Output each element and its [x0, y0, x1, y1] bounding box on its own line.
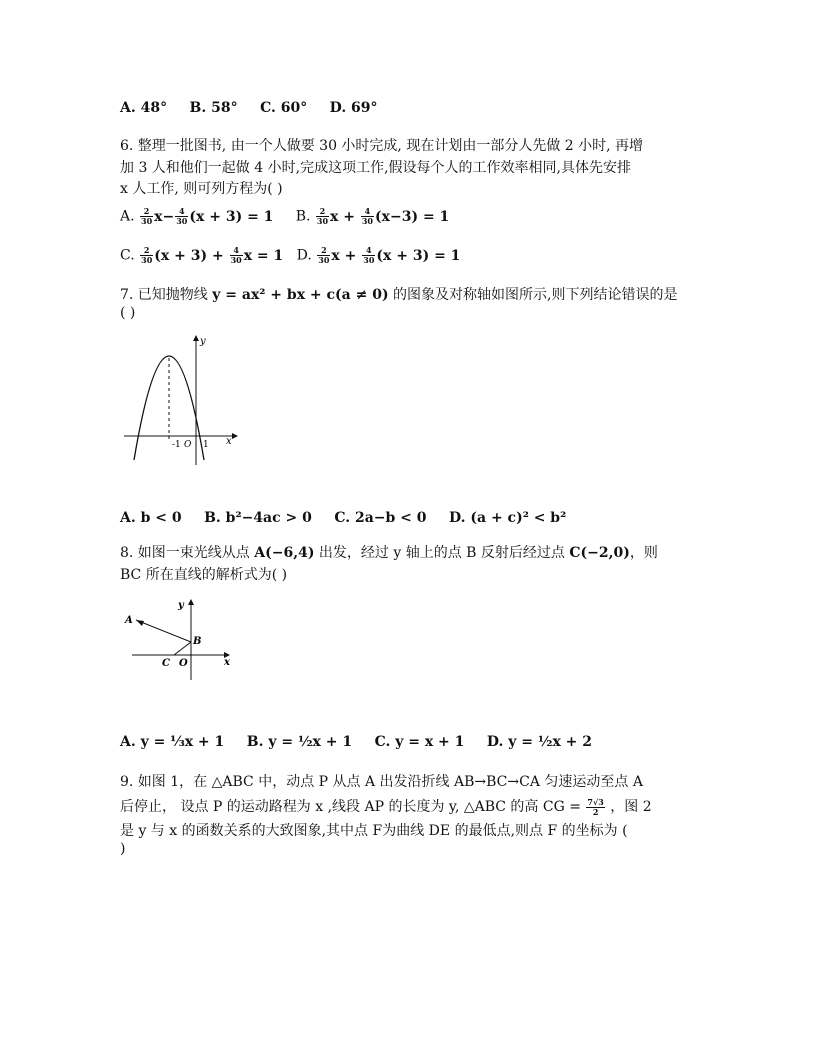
q9-cg-denominator: 2 [592, 806, 599, 817]
q9-cg-fraction [586, 798, 604, 817]
q8-option-d: D. y = ½x + 2 [486, 734, 593, 750]
q9-line2 [120, 796, 652, 817]
q8-label-x: x [224, 657, 230, 668]
q7-text-pre: 7. 已知抛物线 [120, 287, 213, 303]
q8-text-mid: 出发，经过 y 轴上的点 B 反射后经过点 [314, 545, 570, 561]
q7-line1 [120, 284, 678, 304]
q7-label-o: O [184, 440, 192, 450]
q6-option-c-eq: $\frac{2}{30}$ (x + 3) + $\frac{4}{30}$ x = 1 [141, 245, 284, 265]
q8-label-a: A [125, 615, 133, 626]
q8-ray-arrow-icon [136, 620, 144, 626]
q9-line4: ) [120, 841, 126, 857]
q5-option-b: B. 58° [189, 100, 238, 116]
q7-equation: y = ax² + bx + c(a ≠ 0) [212, 287, 389, 303]
q8-reflection-figure [120, 596, 240, 684]
q7-label-neg1: -1 [172, 440, 181, 450]
q9-cg-numerator: 7√3 [587, 796, 604, 807]
q7-option-b: B. b²−4ac > 0 [204, 510, 312, 526]
q7-option-c: C. 2a−b < 0 [334, 510, 427, 526]
q9-line2-post: ，图 2 [610, 799, 652, 815]
q8-ray-bc [174, 642, 191, 655]
q6-line1: 6. 整理一批图书, 由一个人做要 30 小时完成, 现在计划由一部分人先做 2 小时, 再增 [120, 138, 644, 154]
q5-option-d: D. 69° [329, 100, 378, 116]
q5-option-c: C. 60° [260, 100, 308, 116]
q9-line1: 9. 如图 1，在 △ABC 中，动点 P 从点 A 出发沿折线 AB→BC→CA 匀速运动至点 A [120, 774, 643, 790]
q9-line2-pre: 后停止， 设点 P 的运动路程为 x ,线段 AP 的长度为 y, △ABC 的高 CG = [120, 799, 581, 815]
q8-label-b: B [193, 636, 202, 647]
q8-option-a: A. y = ⅓x + 1 [120, 734, 225, 750]
q8-point-a: A(−6,4) [254, 545, 315, 561]
q6-option-d-label: D. [296, 247, 312, 264]
q8-point-c: C(−2,0) [569, 545, 630, 561]
q8-option-b: B. y = ½x + 1 [246, 734, 353, 750]
q8-text-post: ，则 [629, 545, 658, 561]
q8-ray-ab [136, 620, 191, 642]
q8-option-c: C. y = x + 1 [374, 734, 465, 750]
q8-label-c: C [162, 658, 170, 669]
q7-label-x: x [226, 436, 232, 447]
q7-text-post: 的图象及对称轴如图所示,则下列结论错误的是 [388, 287, 678, 303]
q8-label-y: y [178, 600, 184, 611]
q7-label-y: y [200, 336, 206, 347]
q7-option-d: D. (a + c)² < b² [448, 510, 567, 526]
q7-x-arrow-icon [232, 433, 238, 439]
q8-line1 [120, 542, 658, 562]
q6-option-b-label: B. [295, 208, 311, 225]
q6-option-c-label: C. [120, 247, 135, 264]
q6-option-a-label: A. [120, 208, 135, 225]
q6-option-d-eq: $\frac{2}{30}$ x + $\frac{4}{30}$ (x + 3) = 1 [318, 245, 461, 265]
q9-line3: 是 y 与 x 的函数关系的大致图象,其中点 F为曲线 DE 的最低点,则点 F 的坐标为 ( [120, 823, 628, 839]
q7-label-one: 1 [203, 440, 209, 450]
q8-line2: BC 所在直线的解析式为( ) [120, 567, 288, 583]
q7-y-arrow-icon [193, 335, 199, 341]
q7-line2: ( ) [120, 305, 136, 321]
q6-line2: 加 3 人和他们一起做 4 小时,完成这项工作,假设每个人的工作效率相同,具体先安排 [120, 160, 631, 176]
q8-text-pre: 8. 如图一束光线从点 [120, 545, 255, 561]
q7-option-a: A. b < 0 [120, 510, 182, 526]
q6-option-b-eq: $\frac{2}{30}$ x + $\frac{4}{30}$ (x−3) = 1 [316, 206, 450, 226]
q6-options-cd [120, 246, 460, 265]
q7-parabola-figure [120, 332, 240, 467]
q5-options [120, 100, 396, 116]
q6-options-ab [120, 207, 449, 226]
q8-options [120, 734, 610, 750]
q8-label-o: O [179, 658, 188, 669]
q6-option-a-eq: $\frac{2}{30}$ x− $\frac{4}{30}$ (x + 3) = 1 [141, 206, 274, 226]
q6-line3: x 人工作, 则可列方程为( ) [120, 181, 283, 197]
q8-y-arrow-icon [188, 599, 194, 605]
q7-options [120, 510, 584, 526]
q5-option-a: A. 48° [120, 100, 168, 116]
